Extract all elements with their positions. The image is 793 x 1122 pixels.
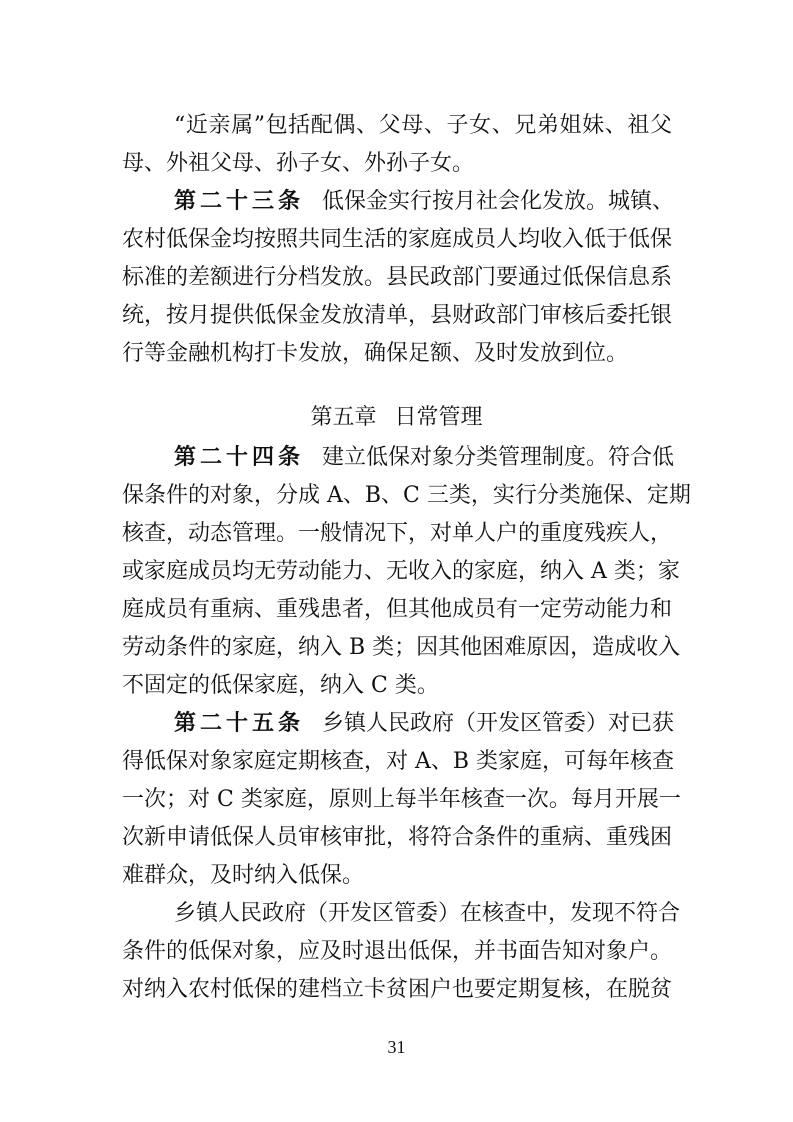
text-line: 农村低保金均按照共同生活的家庭成员人均收入低于低保 [122,227,673,252]
text-segment: 低保金实行按月社会化发放。城镇、 [322,189,675,214]
text-line: 条件的低保对象，应及时退出低保，并书面告知对象户。 [122,939,673,964]
article-23-first-line [174,182,675,222]
text-line: 不固定的低保家庭，纳入 C 类。 [122,673,439,698]
text-line: 次新申请低保人员审核审批，将符合条件的重病、重残困 [122,825,673,850]
text-line: 行等金融机构打卡发放，确保足额、及时发放到位。 [122,341,629,366]
text-line: 标准的差额进行分档发放。县民政部门要通过低保信息系 [122,265,673,290]
article-24-first-line [174,438,675,478]
text-line: 乡镇人民政府（开发区管委）在核查中，发现不符合 [174,901,681,926]
text-line: 对纳入农村低保的建档立卡贫困户也要定期复核，在脱贫 [122,977,673,1002]
chapter-title: 日常管理 [394,405,483,430]
text-line: 庭成员有重病、重残患者，但其他成员有一定劳动能力和 [122,597,673,622]
text-line: 难群众，及时纳入低保。 [122,863,365,888]
text-segment: 建立低保对象分类管理制度。符合低 [322,445,675,470]
article-heading: 第二十五条 [174,711,305,736]
text-line: 母、外祖父母、孙子女、外孙子女。 [122,151,475,176]
chapter-number: 第五章 [310,405,377,430]
text-line: 劳动条件的家庭，纳入 B 类；因其他困难原因，造成收入 [122,635,681,660]
text-line: “近亲属”包括配偶、父母、子女、兄弟姐妹、祖父 [174,113,672,138]
text-line: 保条件的对象，分成 A、B、C 三类，实行分类施保、定期 [122,483,691,508]
text-segment: 乡镇人民政府（开发区管委）对已获 [322,711,675,736]
text-line: 统，按月提供低保金发放清单，县财政部门审核后委托银 [122,303,673,328]
text-line: 核查，动态管理。一般情况下，对单人户的重度残疾人， [122,521,673,546]
text-line: 或家庭成员均无劳动能力、无收入的家庭，纳入 A 类；家 [122,559,680,584]
article-heading: 第二十四条 [174,445,305,470]
article-25-first-line [174,704,675,744]
chapter-heading [0,398,793,438]
text-line: 得低保对象家庭定期核查，对 A、B 类家庭，可每年核查 [122,749,675,774]
page-number: 31 [387,1037,406,1057]
text-line: 一次；对 C 类家庭，原则上每半年核查一次。每月开展一 [122,787,681,812]
article-heading: 第二十三条 [174,189,305,214]
